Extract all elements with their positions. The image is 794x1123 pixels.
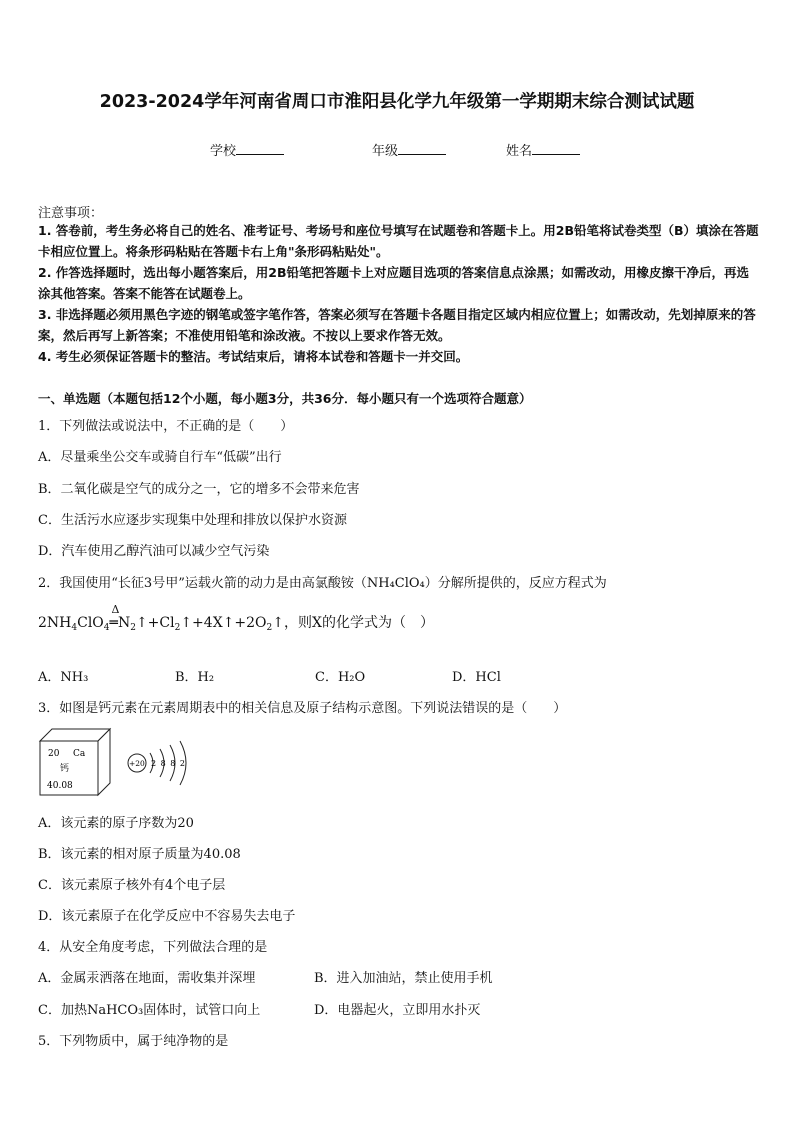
element-card <box>40 729 110 795</box>
eq-product: ↑+Cl <box>135 615 175 631</box>
atomic-number: 20 <box>48 749 60 759</box>
question-2-stem: 2．我国使用“长征3号甲”运载火箭的动力是由高氯酸铵（NH₄ClO₄）分解所提供的，反应方程式为 <box>38 576 607 591</box>
chemical-equation <box>38 603 434 633</box>
question-1-option-b[interactable]: B．二氧化碳是空气的成分之一，它的增多不会带来危害 <box>38 482 360 497</box>
name-field <box>506 140 580 159</box>
eq-subscript: 4 <box>103 623 110 633</box>
note-item: 2. 作答选择题时，选出每小题答案后，用2B铅笔把答题卡上对应题目选项的答案信息点涂黑；如需改动，用橡皮擦干净后，再选涂其他答案。答案不能答在试题卷上。 <box>38 265 750 301</box>
exam-title: 2023-2024学年河南省周口市淮阳县化学九年级第一学期期末综合测试试题 <box>99 92 695 112</box>
name-label: 姓名 <box>506 144 533 159</box>
grade-blank[interactable] <box>398 142 446 155</box>
question-2-option-b[interactable]: B．H₂ <box>175 670 215 685</box>
eq-condition: Δ ═ <box>109 603 120 631</box>
notes-heading: 注意事项： <box>38 206 104 221</box>
note-item: 3. 非选择题必须用黑色字迹的钢笔或签字笔作答，答案必须写在答题卡各题目指定区域内相应位置上；如需改动，先划掉原来的答案，然后再写上新答案；不准使用铅笔和涂改液。不按以上要求作答无效。 <box>38 307 756 343</box>
calcium-figure <box>38 727 198 797</box>
question-4-option-a[interactable]: A．金属汞洒落在地面，需收集并深埋 <box>38 971 256 986</box>
question-2-option-c[interactable]: C．H₂O <box>315 670 366 685</box>
question-5-stem: 5．下列物质中，属于纯净物的是 <box>38 1034 229 1049</box>
question-1-stem: 1．下列做法或说法中，不正确的是（ ） <box>38 419 294 434</box>
grade-label: 年级 <box>372 144 399 159</box>
question-4-option-c[interactable]: C．加热NaHCO₃固体时，试管口向上 <box>38 1003 261 1018</box>
name-blank[interactable] <box>532 142 580 155</box>
eq-question: ↑，则X的化学式为（ ） <box>272 615 434 631</box>
question-3-option-a[interactable]: A．该元素的原子序数为20 <box>38 816 194 831</box>
question-1-option-d[interactable]: D．汽车使用乙醇汽油可以减少空气污染 <box>38 544 270 559</box>
question-4-option-b[interactable]: B．进入加油站，禁止使用手机 <box>314 971 493 986</box>
question-1-option-c[interactable]: C．生活污水应逐步实现集中处理和排放以保护水资源 <box>38 513 347 528</box>
school-field <box>210 140 284 159</box>
eq-reactant: ClO <box>77 615 104 631</box>
question-1-option-a[interactable]: A．尽量乘坐公交车或骑自行车“低碳”出行 <box>38 450 282 465</box>
question-4-stem: 4．从安全角度考虑，下列做法合理的是 <box>38 940 268 955</box>
eq-subscript: 4 <box>71 623 78 633</box>
question-3-stem: 3．如图是钙元素在元素周期表中的相关信息及原子结构示意图。下列说法错误的是（ ） <box>38 701 567 716</box>
eq-subscript: 2 <box>266 623 273 633</box>
section-heading: 一、单选题（本题包括12个小题，每小题3分，共36分．每小题只有一个选项符合题意） <box>38 391 532 406</box>
element-symbol: Ca <box>73 749 86 759</box>
note-item: 4. 考生必须保证答题卡的整洁。考试结束后，请将本试卷和答题卡一并交回。 <box>38 349 469 364</box>
question-2-option-a[interactable]: A．NH₃ <box>38 670 89 685</box>
eq-heat-symbol: Δ <box>111 603 120 616</box>
grade-field <box>372 140 446 159</box>
question-2-option-d[interactable]: D．HCl <box>452 670 501 685</box>
question-3-option-c[interactable]: C．该元素原子核外有4个电子层 <box>38 878 226 893</box>
atom-structure-diagram <box>128 741 186 785</box>
eq-subscript: 2 <box>174 623 181 633</box>
element-name: 钙 <box>60 764 70 774</box>
question-3-option-d[interactable]: D．该元素原子在化学反应中不容易失去电子 <box>38 909 296 924</box>
eq-reactant: 2NH <box>38 615 72 631</box>
question-4-option-d[interactable]: D．电器起火，立即用水扑灭 <box>314 1003 481 1018</box>
electron-counts: 2 8 8 2 <box>151 759 185 768</box>
school-blank[interactable] <box>236 142 284 155</box>
question-3-option-b[interactable]: B．该元素的相对原子质量为40.08 <box>38 847 241 862</box>
nucleus-charge: +20 <box>129 759 145 768</box>
eq-product: N <box>117 615 131 631</box>
school-label: 学校 <box>210 144 237 159</box>
eq-subscript: 2 <box>130 623 136 633</box>
note-item: 1. 答卷前，考生务必将自己的姓名、准考证号、考场号和座位号填写在试题卷和答题卡上。用2B铅笔将试卷类型（B）填涂在答题卡相应位置上。将条形码粘贴在答题卡右上角"条形码粘贴处"。 <box>38 223 759 259</box>
atomic-mass: 40.08 <box>47 781 73 791</box>
eq-product: ↑+4X↑+2O <box>180 615 267 631</box>
